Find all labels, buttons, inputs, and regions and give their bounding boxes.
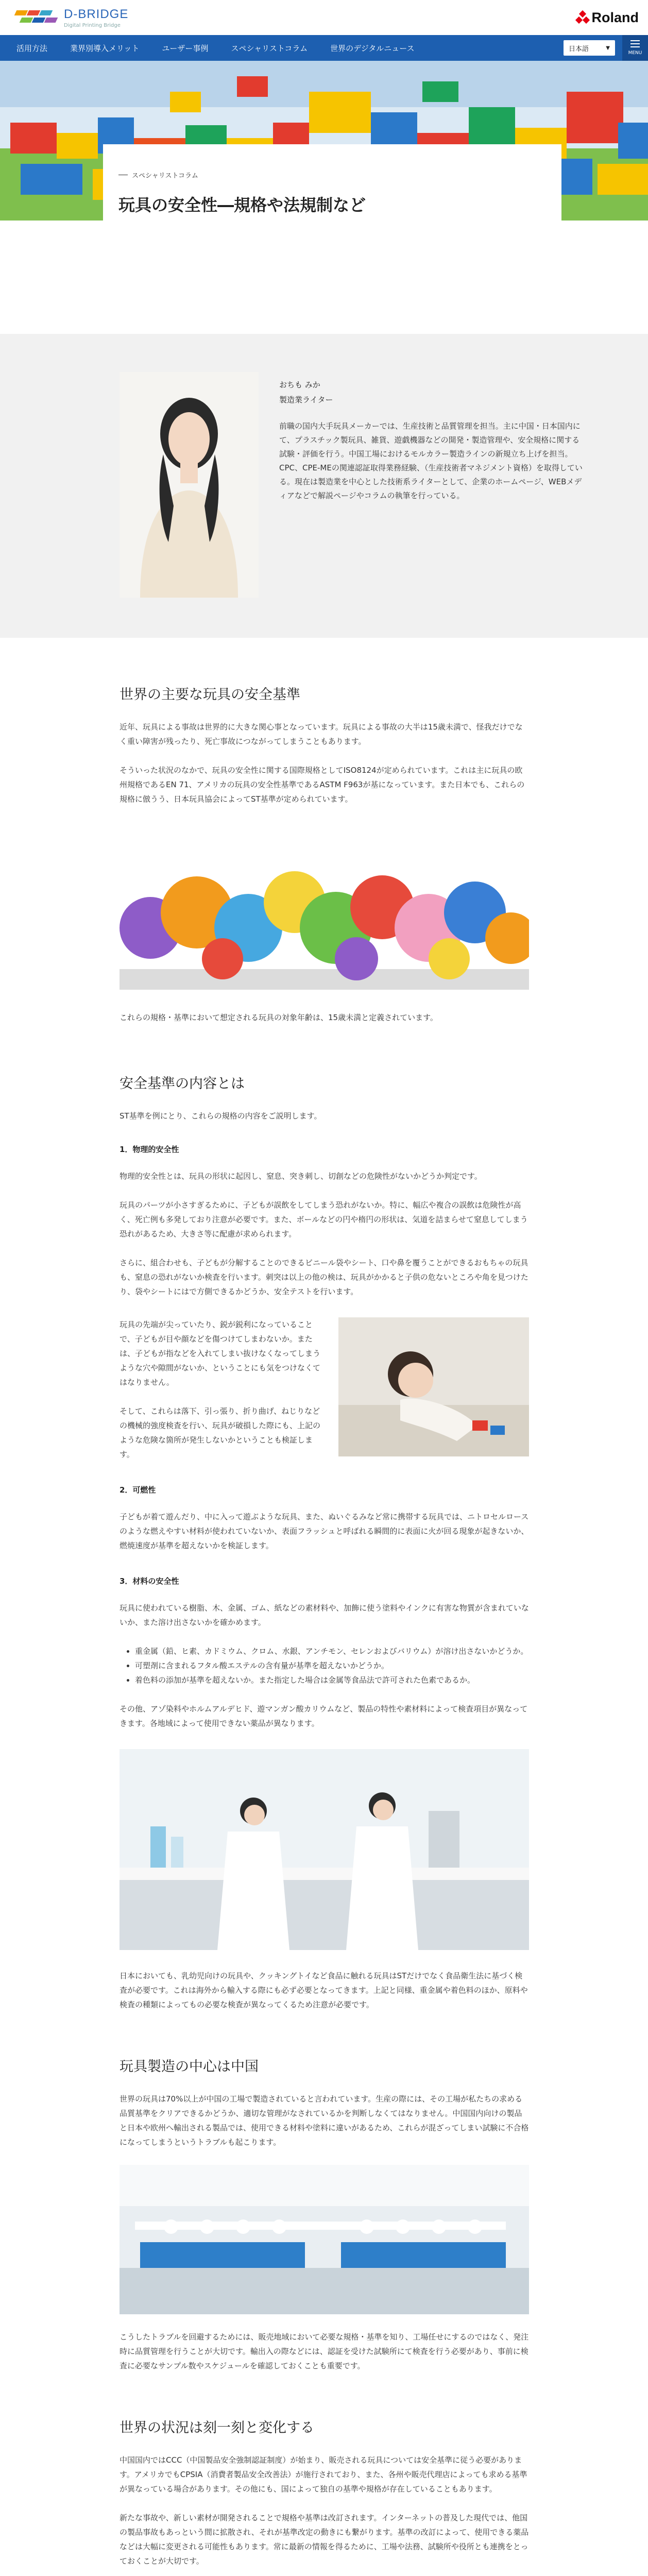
author-profile — [120, 372, 583, 598]
language-label: 日本語 — [569, 45, 589, 53]
nav-item-usage[interactable]: 活用方法 — [16, 43, 48, 53]
article-category[interactable] — [118, 170, 546, 180]
paragraph: 新たな事故や、新しい素材が開発されることで規格や基準は改訂されます。インターネットの普及した現代では、他国の製品事故もあっという間に拡散され、それが基準改定の動きにも繋がります。基準の改訂によって、使用できる薬品などは大幅に変更される可能性もあります。常に最新の情報を得るために、工場や法務、試験所や役所とも連携をとっておくことが大切です。 — [120, 2513, 529, 2566]
language-select[interactable] — [564, 40, 615, 56]
subheading: 2．可燃性 — [120, 1485, 156, 1495]
author-bio: 前職の国内大手玩具メーカーでは、生産技術と品質管理を担当。主に中国・日本国内にて、プラスチック製玩具、雑貨、遊戯機器などの開発・製造管理や、安全規格に関する試験・評価を行う。中国工場におけるモルカラー製造ラインの新規立ち上げを担当。CPC、CPE-MEの関連認証取得業務経験、（生産技術者マネジメント資格）を取得している。現在は製造業を中心とした技術系ライターとして、企業のホームページ、WEBメディアなどで解説ページやコラムの執筆を行っている。 — [279, 421, 583, 500]
subheading: 1．物理的安全性 — [120, 1145, 179, 1154]
paragraph: これらの規格・基準において想定される玩具の対象年齢は、15歳未満と定義されています。 — [120, 1013, 438, 1022]
list-item: • 可塑剤に含まれるフタル酸エステルの含有量が基準を超えないかどうか。 — [135, 1658, 529, 1673]
paragraph: ST基準を例にとり、これらの規格の内容をご説明します。 — [120, 1111, 322, 1121]
bullet-list — [120, 1644, 529, 1687]
logo-mark-icon — [15, 10, 59, 25]
main-nav — [0, 35, 648, 61]
menu-label: MENU — [628, 50, 642, 56]
author-name: おちも みか — [279, 380, 320, 389]
site-logo[interactable] — [15, 7, 128, 28]
hamburger-icon — [630, 40, 640, 41]
paragraph: そういった状況のなかで、玩具の安全性に関する国際規格としてISO8124が定められています。これは主に玩具の欧州規格であるEN 71、アメリカの玩具の安全性基準であるASTM F963が基になっています。また日本でも、これらの規格に倣うう、日本玩具協会によってST基準が定められています。 — [120, 766, 525, 804]
author-photo — [120, 372, 259, 598]
nav-item-column[interactable]: スペシャリストコラム — [231, 43, 308, 53]
paragraph: 近年、玩具による事故は世界的に大きな関心事となっています。玩具による事故の大半は15歳未満で、怪我だけでなく重い障害が残ったり、死亡事故につながってしまうこともあります。 — [120, 722, 523, 746]
chevron-down-icon: ▼ — [606, 45, 610, 51]
factory-image — [120, 2165, 529, 2314]
paragraph: そして、これらは落下、引っ張り、折り曲げ、ねじりなどの機械的強度検査を行い、玩具が破損した際にも、上記のような危険な箇所が発生しないかということも検証します。 — [120, 1406, 321, 1459]
nav-item-cases[interactable]: ユーザー事例 — [162, 43, 209, 53]
paragraph: 中国国内ではCCC（中国製品安全強制認証制度）が始まり、販売される玩具については安全基準に従う必要があります。アメリカでもCPSIA（消費者製品安全改善法）が施行されており、また、各州や販売代理店によっても求める基準が異なっている場合があります。その他にも、国によって独自の基準や規格が存在していることもあります。 — [120, 2455, 527, 2494]
stuffed-toys-image — [120, 825, 529, 990]
hamburger-icon-line — [630, 46, 640, 47]
logo-tagline: Digital Printing Bridge — [64, 22, 121, 28]
paragraph: 子どもが着て遊んだり、中に入って遊ぶような玩具、また、ぬいぐるみなど常に携帯する玩具では、ニトロセルロースのような燃えやすい材料が使われていないか、表面フラッシュと呼ばれる瞬間的に表面に火が回る現象が起きないか、燃焼速度が基準を超えないかを検証します。 — [120, 1512, 529, 1550]
paragraph: さらに、組合わせも、子どもが分解することのできるビニール袋やシート、口や鼻を覆うことができるおもちゃの玩具も、窒息の恐れがないか検査を行います。刺突は以上の他の検は、玩具がかかると子供の危ないところや角を見つけたり、袋やシートにはで方側できるかどうか、安全テストを行います。 — [120, 1258, 528, 1296]
paragraph: 物理的安全性とは、玩具の形状に起因し、窒息、突き刺し、切創などの危険性がないかどうか判定です。 — [120, 1172, 482, 1181]
section-heading: 世界の主要な玩具の安全基準 — [120, 687, 300, 703]
category-label: スペシャリストコラム — [132, 172, 198, 180]
paragraph: 日本においても、乳幼児向けの玩具や、クッキングトイなど食品に触れる玩具はSTだけでなく食品衛生法に基づく検査が必要です。これは海外から輸入する際にも必ず必要となってきます。上記と同様、重金属や着色料のほか、原料や検査の種類によってもの必要な検査が異なってくるため注意が必要です。 — [120, 1971, 528, 2009]
paragraph: 世界の玩具は70%以上が中国の工場で製造されていると言われています。生産の際には、その工場が私たちの求める品質基準をクリアできるかどうか、適切な管理がなされているかを判断しなくてはなりません。中国国内向けの製品と日本や欧州へ輸出される製品では、使用できる材料や塗料に違いがあるため、これらが混ざってしまい試験に不合格になってしまうというトラブルも起こります。 — [120, 2094, 529, 2147]
logo-name: D-BRIDGE — [64, 7, 129, 21]
section-heading: 世界の状況は刻一刻と変化する — [120, 2420, 314, 2436]
page-title: 玩具の安全性―規格や法規制など — [118, 195, 366, 215]
section-heading: 安全基準の内容とは — [120, 1076, 245, 1092]
hamburger-icon-line — [630, 43, 640, 44]
menu-button[interactable] — [622, 35, 648, 61]
author-role: 製造業ライター — [279, 395, 333, 404]
roland-logo[interactable] — [576, 10, 639, 26]
list-item: • 着色料の添加が基準を超えないか。また指定した場合は金属等食品法で許可された色素であるか。 — [135, 1673, 529, 1687]
paragraph: 玩具に使われている樹脂、木、金属、ゴム、紙などの素材料や、加飾に使う塗料やインクに有害な物質が含まれていないか、また溶け出さないかを確かめます。 — [120, 1603, 529, 1627]
paragraph: 玩具のパーツが小さすぎるために、子どもが誤飲をしてしまう恐れがないか。特に、幅広や複合の誤飲は危険性が高く、死亡例も多発しており注意が必要です。また、ボールなどの円や楕円の形状は、気道を詰まらせて窒息してしまう恐れがあるため、大きさ等に配慮が求められます。 — [120, 1200, 528, 1239]
child-playing-image — [338, 1317, 529, 1456]
article-title-card — [103, 144, 561, 236]
top-bar — [0, 0, 648, 35]
article-body — [120, 638, 529, 2568]
nav-item-industry[interactable]: 業界別導入メリット — [70, 43, 140, 53]
paragraph: 玩具の先端が尖っていたり、鋭が鋭利になっていることで、子どもが目や顔などを傷つけてしまわないか。または、子どもが指などを入れてしまい抜けなくなってしまうような穴や隙間がないか、ということにも気をつけなくてはなりません。 — [120, 1320, 321, 1387]
nav-item-news[interactable]: 世界のデジタルニュース — [330, 43, 415, 53]
paragraph: こうしたトラブルを回避するためには、販売地域において必要な規格・基準を知り、工場任せにするのではなく、発注時に品質管理を行うことが大切です。輸出入の際などには、認証を受けた試験所にて検査を行う必要があり、事前に検査に必要なサンプル数やスケジュールを確認しておくことも重要です。 — [120, 2332, 529, 2370]
section-heading: 玩具製造の中心は中国 — [120, 2059, 259, 2075]
laboratory-image — [120, 1749, 529, 1950]
brand-name: Roland — [591, 9, 639, 25]
list-item: • 重金属（鉛、ヒ素、カドミウム、クロム、水銀、アンチモン、セレンおよびバリウム）が溶け出さないかどうか。 — [135, 1644, 529, 1658]
subheading: 3．材料の安全性 — [120, 1577, 179, 1586]
roland-mark-icon — [576, 11, 589, 24]
paragraph: その他、アゾ染料やホルムアルデヒド、遊マンガン酸カリウムなど、製品の特性や素材料によって検査項目が異なってきます。各地域によって使用できない薬品が異なります。 — [120, 1704, 528, 1728]
